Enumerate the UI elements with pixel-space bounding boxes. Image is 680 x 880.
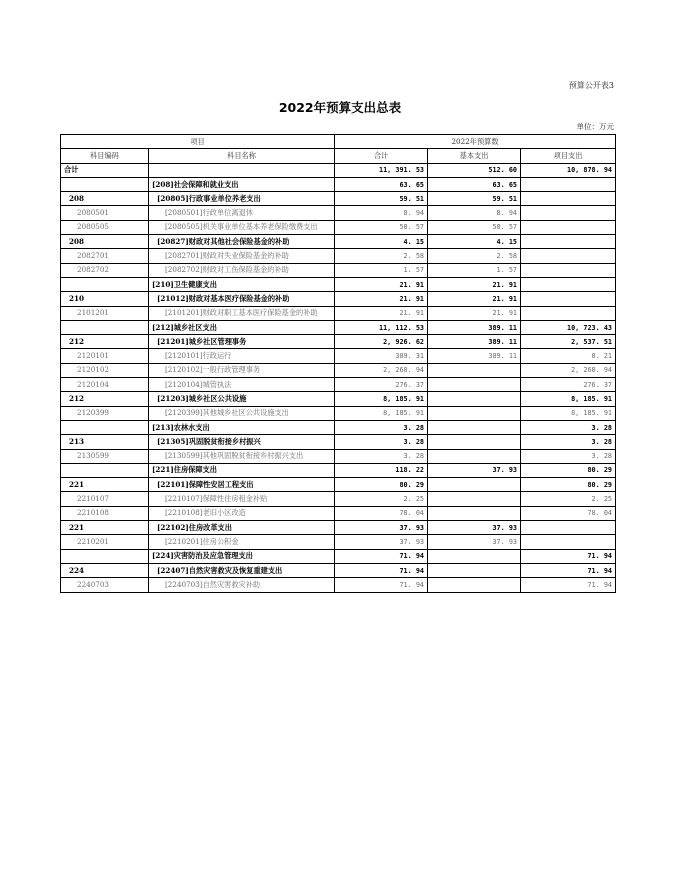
row-project-expense: 2. 25 [521, 492, 616, 506]
row-basic: 59. 51 [428, 192, 521, 206]
row-basic [428, 478, 521, 492]
row-project-expense: 10, 723. 43 [521, 320, 616, 334]
row-code: 212 [61, 335, 149, 349]
row-project-expense: 2, 260. 94 [521, 363, 616, 377]
row-name: [212]城乡社区支出 [149, 320, 335, 334]
row-basic: 2. 58 [428, 249, 521, 263]
row-basic: 512. 60 [428, 163, 521, 177]
row-name: [2210107]保障性住房租金补贴 [149, 492, 335, 506]
row-code: 2210108 [61, 506, 149, 520]
budget-table [60, 134, 616, 593]
row-code [61, 463, 149, 477]
page-title: 2022年预算支出总表 [278, 100, 402, 115]
row-code: 2101201 [61, 306, 149, 320]
row-name: [2130599]其他巩固脱贫衔接乡村振兴支出 [149, 449, 335, 463]
row-basic [428, 435, 521, 449]
row-total: 3. 28 [335, 449, 428, 463]
row-project-expense: 276. 37 [521, 378, 616, 392]
row-code [61, 420, 149, 434]
row-name: [21012]财政对基本医疗保险基金的补助 [149, 292, 335, 306]
table-row [61, 192, 616, 206]
table-row [61, 206, 616, 220]
row-project-expense [521, 249, 616, 263]
row-code: 2080501 [61, 206, 149, 220]
row-name: [2082701]财政对失业保险基金的补助 [149, 249, 335, 263]
row-code [61, 320, 149, 334]
row-basic [428, 363, 521, 377]
row-project-expense [521, 277, 616, 291]
row-code: 合计 [61, 163, 149, 177]
row-code: 2240703 [61, 578, 149, 592]
table-row [61, 363, 616, 377]
row-name: [22407]自然灾害救灾及恢复重建支出 [149, 563, 335, 577]
row-code: 2210107 [61, 492, 149, 506]
table-row [61, 420, 616, 434]
row-project-expense [521, 535, 616, 549]
row-basic: 21. 91 [428, 292, 521, 306]
table-row [61, 563, 616, 577]
row-basic: 389. 11 [428, 335, 521, 349]
row-basic [428, 492, 521, 506]
row-basic [428, 578, 521, 592]
row-code: 2120104 [61, 378, 149, 392]
row-name: [2120102]一般行政管理事务 [149, 363, 335, 377]
table-row [61, 335, 616, 349]
row-total: 118. 22 [335, 463, 428, 477]
row-total: 3. 28 [335, 435, 428, 449]
row-name: [2120399]其他城乡社区公共设施支出 [149, 406, 335, 420]
row-name: [221]住房保障支出 [149, 463, 335, 477]
row-total: 1. 57 [335, 263, 428, 277]
row-code: 213 [61, 435, 149, 449]
row-total: 63. 65 [335, 177, 428, 191]
row-code: 2120399 [61, 406, 149, 420]
row-code: 2082702 [61, 263, 149, 277]
row-basic: 37. 93 [428, 535, 521, 549]
table-body [61, 163, 616, 592]
row-code: 208 [61, 192, 149, 206]
row-project-expense: 71. 94 [521, 578, 616, 592]
table-row [61, 163, 616, 177]
row-total: 21. 91 [335, 306, 428, 320]
row-total: 276. 37 [335, 378, 428, 392]
row-total: 37. 93 [335, 521, 428, 535]
row-basic: 8. 94 [428, 206, 521, 220]
row-name [149, 163, 335, 177]
row-total: 71. 94 [335, 549, 428, 563]
table-row [61, 378, 616, 392]
table-row [61, 220, 616, 234]
row-basic: 389. 11 [428, 349, 521, 363]
row-total: 8, 185. 91 [335, 406, 428, 420]
row-name: [213]农林水支出 [149, 420, 335, 434]
row-code: 221 [61, 478, 149, 492]
row-basic: 21. 91 [428, 277, 521, 291]
row-total: 4. 15 [335, 235, 428, 249]
row-project-expense [521, 206, 616, 220]
header-total: 合计 [335, 149, 428, 163]
row-project-expense: 0. 21 [521, 349, 616, 363]
row-name: [2080501]行政单位离退休 [149, 206, 335, 220]
table-row [61, 535, 616, 549]
row-basic: 37. 93 [428, 521, 521, 535]
header-row-columns [61, 149, 616, 163]
row-code: 2120101 [61, 349, 149, 363]
row-project-expense [521, 521, 616, 535]
page-tag: 预算公开表3 [568, 81, 614, 90]
row-code: 2120102 [61, 363, 149, 377]
header-budget-group: 2022年预算数 [335, 135, 616, 149]
header-project: 项目 [61, 135, 335, 149]
row-basic [428, 449, 521, 463]
row-code: 224 [61, 563, 149, 577]
row-total: 2, 260. 94 [335, 363, 428, 377]
row-total: 3. 28 [335, 420, 428, 434]
row-name: [22101]保障性安居工程支出 [149, 478, 335, 492]
row-name: [2210108]老旧小区改造 [149, 506, 335, 520]
row-project-expense: 80. 29 [521, 463, 616, 477]
row-total: 37. 93 [335, 535, 428, 549]
row-code: 2130599 [61, 449, 149, 463]
table-row [61, 292, 616, 306]
table-row [61, 478, 616, 492]
row-project-expense [521, 220, 616, 234]
table-row [61, 349, 616, 363]
row-name: [2120101]行政运行 [149, 349, 335, 363]
row-name: [21201]城乡社区管理事务 [149, 335, 335, 349]
table-row [61, 506, 616, 520]
header-project-expense: 项目支出 [521, 149, 616, 163]
row-name: [2082702]财政对工伤保险基金的补助 [149, 263, 335, 277]
row-total: 8. 94 [335, 206, 428, 220]
row-name: [2120104]城管执法 [149, 378, 335, 392]
row-project-expense [521, 292, 616, 306]
row-project-expense: 71. 94 [521, 563, 616, 577]
row-name: [20805]行政事业单位养老支出 [149, 192, 335, 206]
row-code: 210 [61, 292, 149, 306]
row-name: [2101201]财政对职工基本医疗保险基金的补助 [149, 306, 335, 320]
row-code: 221 [61, 521, 149, 535]
row-project-expense [521, 263, 616, 277]
row-name: [208]社会保障和就业支出 [149, 177, 335, 191]
row-basic: 4. 15 [428, 235, 521, 249]
row-total: 78. 04 [335, 506, 428, 520]
header-code: 科目编码 [61, 149, 149, 163]
row-code: 2210201 [61, 535, 149, 549]
row-total: 2. 25 [335, 492, 428, 506]
row-project-expense [521, 306, 616, 320]
row-code: 208 [61, 235, 149, 249]
row-basic [428, 506, 521, 520]
table-row [61, 406, 616, 420]
table-row [61, 249, 616, 263]
row-name: [21305]巩固脱贫衔接乡村振兴 [149, 435, 335, 449]
row-project-expense [521, 177, 616, 191]
row-total: 21. 91 [335, 277, 428, 291]
row-project-expense: 10, 878. 94 [521, 163, 616, 177]
row-code: 212 [61, 392, 149, 406]
table-row [61, 177, 616, 191]
row-basic: 21. 91 [428, 306, 521, 320]
header-name: 科目名称 [149, 149, 335, 163]
row-basic [428, 563, 521, 577]
row-basic [428, 420, 521, 434]
unit-label: 单位：万元 [576, 122, 614, 131]
table-row [61, 549, 616, 563]
row-code [61, 277, 149, 291]
row-project-expense: 2, 537. 51 [521, 335, 616, 349]
table-row [61, 306, 616, 320]
header-row-group [61, 135, 616, 149]
row-basic: 37. 93 [428, 463, 521, 477]
row-name: [224]灾害防治及应急管理支出 [149, 549, 335, 563]
row-name: [22102]住房改革支出 [149, 521, 335, 535]
row-total: 80. 29 [335, 478, 428, 492]
row-project-expense: 78. 04 [521, 506, 616, 520]
row-name: [21203]城乡社区公共设施 [149, 392, 335, 406]
row-total: 2. 58 [335, 249, 428, 263]
row-total: 59. 51 [335, 192, 428, 206]
row-basic: 389. 11 [428, 320, 521, 334]
row-project-expense: 3. 28 [521, 435, 616, 449]
row-basic [428, 406, 521, 420]
row-name: [210]卫生健康支出 [149, 277, 335, 291]
row-name: [2240703]自然灾害救灾补助 [149, 578, 335, 592]
row-code: 2080505 [61, 220, 149, 234]
row-project-expense: 8, 185. 91 [521, 406, 616, 420]
table-row [61, 449, 616, 463]
row-basic [428, 549, 521, 563]
row-total: 8, 185. 91 [335, 392, 428, 406]
row-project-expense [521, 235, 616, 249]
row-project-expense [521, 192, 616, 206]
row-total: 21. 91 [335, 292, 428, 306]
table-row [61, 492, 616, 506]
row-basic: 63. 65 [428, 177, 521, 191]
row-project-expense: 80. 29 [521, 478, 616, 492]
row-total: 2, 926. 62 [335, 335, 428, 349]
row-total: 11, 112. 53 [335, 320, 428, 334]
row-project-expense: 71. 94 [521, 549, 616, 563]
table-row [61, 263, 616, 277]
row-project-expense: 3. 28 [521, 449, 616, 463]
row-basic [428, 378, 521, 392]
table-row [61, 392, 616, 406]
row-total: 50. 57 [335, 220, 428, 234]
row-code [61, 177, 149, 191]
row-code [61, 549, 149, 563]
row-name: [2210201]住房公积金 [149, 535, 335, 549]
table-row [61, 235, 616, 249]
table-row [61, 463, 616, 477]
table-row [61, 435, 616, 449]
row-total: 389. 31 [335, 349, 428, 363]
row-basic [428, 392, 521, 406]
table-row [61, 277, 616, 291]
row-total: 11, 391. 53 [335, 163, 428, 177]
table-row [61, 521, 616, 535]
row-total: 71. 94 [335, 578, 428, 592]
row-project-expense: 8, 185. 91 [521, 392, 616, 406]
row-project-expense: 3. 28 [521, 420, 616, 434]
row-name: [20827]财政对其他社会保险基金的补助 [149, 235, 335, 249]
row-total: 71. 94 [335, 563, 428, 577]
row-basic: 1. 57 [428, 263, 521, 277]
row-basic: 50. 57 [428, 220, 521, 234]
table-row [61, 578, 616, 592]
row-name: [2080505]机关事业单位基本养老保险缴费支出 [149, 220, 335, 234]
header-basic: 基本支出 [428, 149, 521, 163]
table-row [61, 320, 616, 334]
row-code: 2082701 [61, 249, 149, 263]
